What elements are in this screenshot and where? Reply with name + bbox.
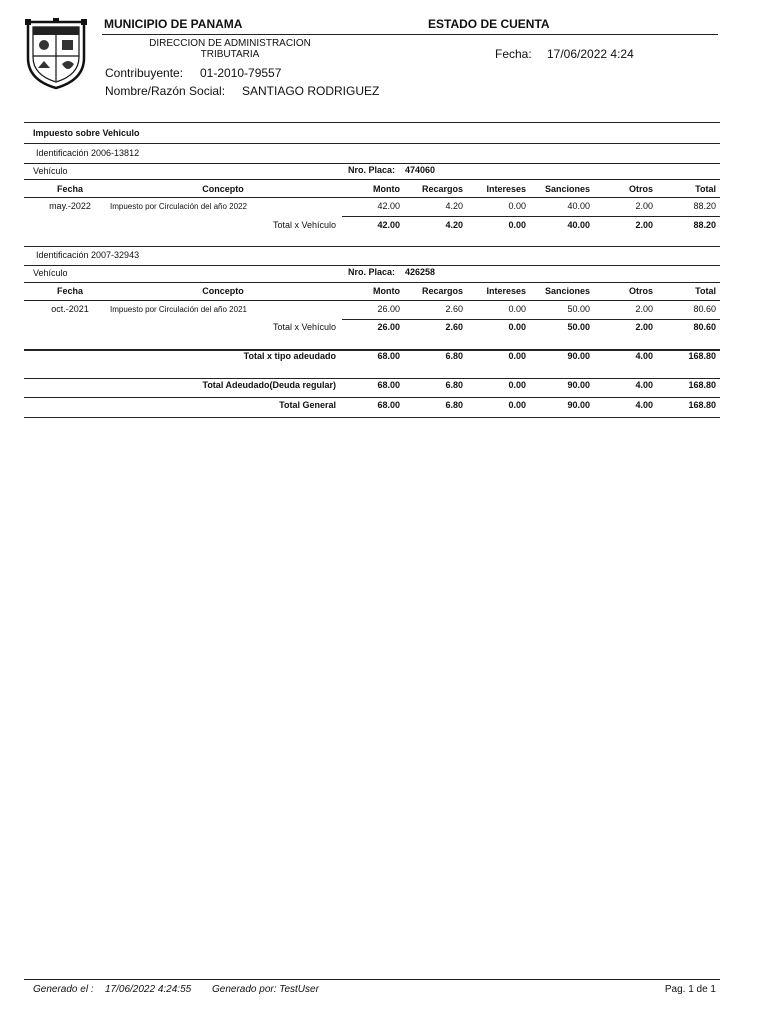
vehicle1-header-bottom-line [24, 197, 720, 198]
direccion-line1: DIRECCION DE ADMINISTRACION [149, 38, 311, 49]
vehicle1-subtotal-line [342, 216, 720, 217]
col-otros: Otros [628, 184, 653, 194]
vehicle2-vehiculo-label: Vehículo [33, 268, 68, 278]
section-divider [24, 143, 720, 144]
total-otros: 4.00 [635, 400, 653, 410]
col-recargos: Recargos [421, 184, 463, 194]
total-recargos: 6.80 [445, 351, 463, 361]
row-otros: 2.00 [635, 304, 653, 314]
contribuyente-value: 01-2010-79557 [200, 66, 282, 80]
subtotal-label: Total x Vehículo [272, 322, 336, 332]
vehicle2-placa-label: Nro. Placa: [348, 267, 396, 277]
vehicle2-id-divider [24, 265, 720, 266]
row-concepto: Impuesto por Circulación del año 2022 [110, 202, 247, 211]
vehicle2-placa-value: 426258 [405, 267, 436, 277]
municipal-crest-logo [22, 18, 90, 90]
total-monto: 68.00 [377, 380, 400, 390]
col-monto: Monto [373, 286, 400, 296]
document-title: ESTADO DE CUENTA [428, 17, 550, 31]
total-intereses: 0.00 [508, 380, 526, 390]
vehicle1-id-divider [24, 163, 720, 164]
nombre-label: Nombre/Razón Social: [105, 84, 226, 98]
direccion-line2: TRIBUTARIA [200, 49, 260, 60]
subtotal-sanciones: 50.00 [567, 322, 590, 332]
subtotal-intereses: 0.00 [508, 322, 526, 332]
footer-line [24, 979, 720, 980]
subtotal-sanciones: 40.00 [567, 220, 590, 230]
direccion-block [130, 38, 330, 60]
total-general-line [24, 397, 720, 398]
col-intereses: Intereses [486, 286, 526, 296]
subtotal-total: 80.60 [693, 322, 716, 332]
vehicle2-header-top-line [24, 282, 720, 283]
vehicle2-subtotal-line [342, 319, 720, 320]
page-number: Pag. 1 de 1 [664, 984, 716, 995]
col-fecha: Fecha [56, 184, 83, 194]
row-fecha: may.-2022 [49, 201, 91, 211]
vehicle1-identificacion: Identificación 2006-13812 [36, 148, 140, 158]
total-sanciones: 90.00 [567, 400, 590, 410]
total-adeudado-line [24, 378, 720, 379]
totals-bottom-line [24, 417, 720, 418]
row-sanciones: 40.00 [567, 201, 590, 211]
vehicle2-identificacion: Identificación 2007-32943 [36, 250, 140, 260]
vehicle1-vehiculo-label: Vehículo [33, 166, 68, 176]
col-sanciones: Sanciones [544, 286, 590, 296]
subtotal-otros: 2.00 [635, 220, 653, 230]
col-fecha: Fecha [56, 286, 83, 296]
row-concepto: Impuesto por Circulación del año 2021 [110, 305, 247, 314]
generado-por: Generado por: TestUser [212, 984, 319, 995]
total-recargos: 6.80 [445, 380, 463, 390]
total-label: Total x tipo adeudado [243, 351, 336, 361]
subtotal-label: Total x Vehículo [272, 220, 336, 230]
col-recargos: Recargos [421, 286, 463, 296]
section-top-line [24, 122, 720, 123]
subtotal-intereses: 0.00 [508, 220, 526, 230]
contribuyente-label: Contribuyente: [105, 66, 184, 80]
subtotal-monto: 42.00 [377, 220, 400, 230]
total-recargos: 6.80 [445, 400, 463, 410]
col-concepto: Concepto [202, 184, 244, 194]
row-monto: 42.00 [377, 201, 400, 211]
col-total: Total [695, 286, 716, 296]
col-total: Total [695, 184, 716, 194]
col-intereses: Intereses [486, 184, 526, 194]
generado-el-label: Generado el : [33, 984, 94, 995]
col-concepto: Concepto [202, 286, 244, 296]
row-recargos: 4.20 [445, 201, 463, 211]
total-otros: 4.00 [635, 351, 653, 361]
row-total: 80.60 [693, 304, 716, 314]
total-intereses: 0.00 [508, 351, 526, 361]
total-total: 168.80 [688, 380, 716, 390]
vehicle1-header-top-line [24, 179, 720, 180]
total-monto: 68.00 [377, 400, 400, 410]
total-otros: 4.00 [635, 380, 653, 390]
total-total: 168.80 [688, 400, 716, 410]
subtotal-recargos: 4.20 [445, 220, 463, 230]
total-sanciones: 90.00 [567, 351, 590, 361]
total-label: Total Adeudado(Deuda regular) [202, 380, 336, 390]
municipio-title: MUNICIPIO DE PANAMA [104, 17, 243, 31]
total-label: Total General [279, 400, 336, 410]
header-divider [102, 34, 718, 35]
fecha-label: Fecha: [495, 47, 532, 61]
row-fecha: oct.-2021 [51, 304, 89, 314]
vehicle1-placa-value: 474060 [405, 165, 436, 175]
row-otros: 2.00 [635, 201, 653, 211]
generado-el-value: 17/06/2022 4:24:55 [105, 984, 192, 995]
total-sanciones: 90.00 [567, 380, 590, 390]
subtotal-recargos: 2.60 [445, 322, 463, 332]
col-sanciones: Sanciones [544, 184, 590, 194]
row-monto: 26.00 [377, 304, 400, 314]
row-intereses: 0.00 [508, 304, 526, 314]
total-intereses: 0.00 [508, 400, 526, 410]
col-monto: Monto [373, 184, 400, 194]
row-total: 88.20 [693, 201, 716, 211]
col-otros: Otros [628, 286, 653, 296]
nombre-value: SANTIAGO RODRIGUEZ [242, 84, 380, 98]
row-sanciones: 50.00 [567, 304, 590, 314]
subtotal-otros: 2.00 [635, 322, 653, 332]
vehicle2-top-line [24, 246, 720, 247]
row-intereses: 0.00 [508, 201, 526, 211]
total-monto: 68.00 [377, 351, 400, 361]
section-title: Impuesto sobre Vehiculo [33, 128, 140, 138]
total-total: 168.80 [688, 351, 716, 361]
subtotal-total: 88.20 [693, 220, 716, 230]
fecha-value: 17/06/2022 4:24 [547, 47, 634, 61]
subtotal-monto: 26.00 [377, 322, 400, 332]
vehicle2-header-bottom-line [24, 300, 720, 301]
row-recargos: 2.60 [445, 304, 463, 314]
vehicle1-placa-label: Nro. Placa: [348, 165, 396, 175]
